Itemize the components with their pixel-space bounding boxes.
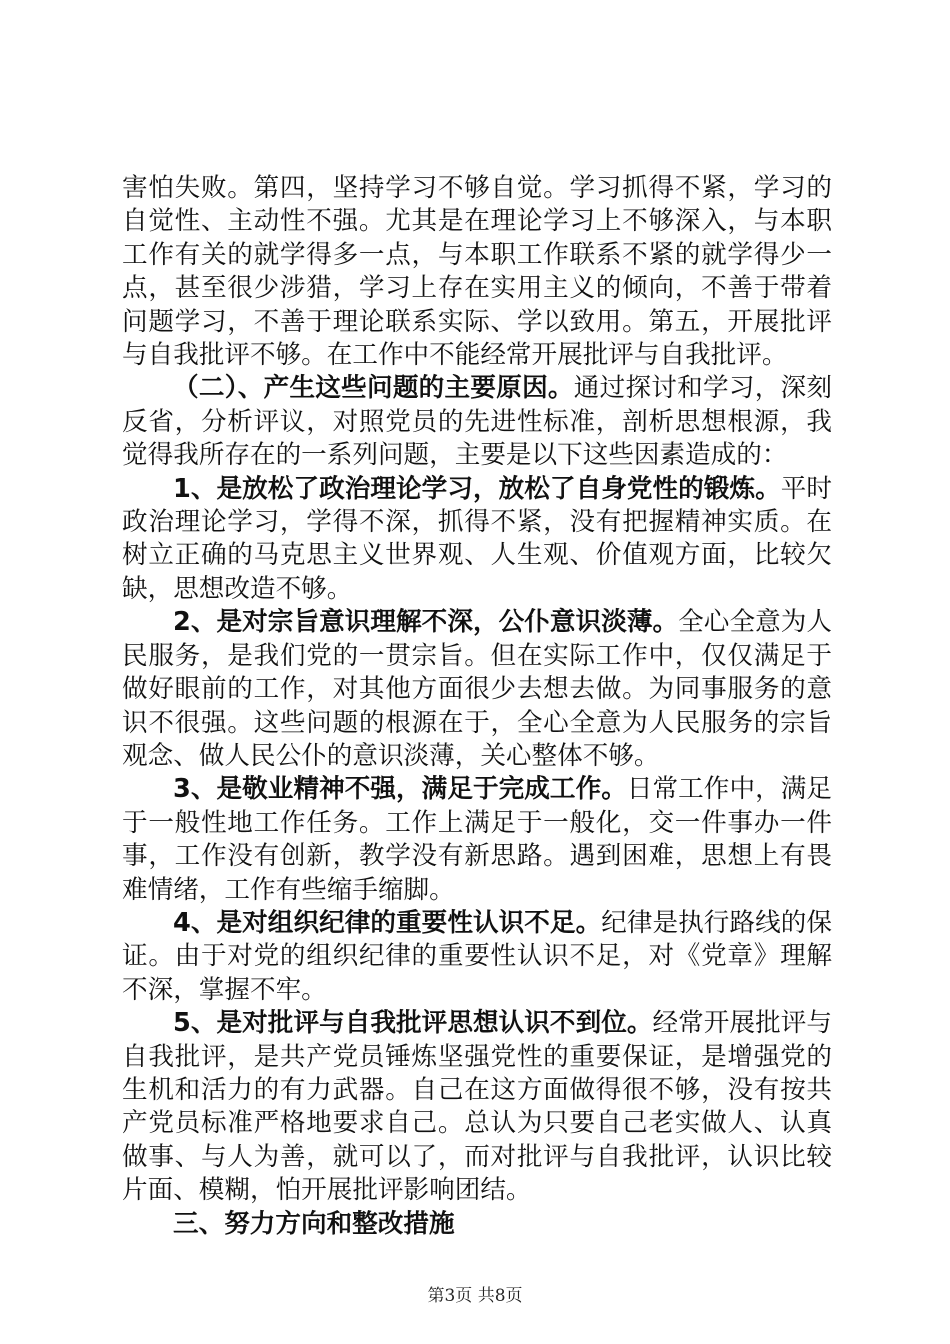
paragraph-text: 日常工作中，满足于一般性地工作任务。工作上满足于一般化，交一件事办一件事，工作没有创新，教学没有新思路。遇到困难，思想上有畏难情绪，工作有些缩手缩脚。 [122,774,832,905]
paragraph-lead: 3、是敬业精神不强，满足于完成工作。 [173,774,627,805]
paragraph-text: 通过探讨和学习，深刻反省，分析评议，对照党员的先进性标准，剖析思想根源，我觉得我所存在的一系列问题，主要是以下这些因素造成的： [122,373,832,471]
document-body [122,172,832,1241]
paragraph-lead: 1、是放松了政治理论学习，放松了自身党性的锻炼。 [173,473,781,504]
paragraph-text: 平时政治理论学习，学得不深，抓得不紧，没有把握精神实质。在树立正确的马克思主义世界观、人生观、价值观方面，比较欠缺，思想改造不够。 [122,473,832,604]
paragraph-cause-2 [122,606,832,773]
paragraph-causes-intro [122,372,832,472]
paragraph-cause-5 [122,1007,832,1207]
section-heading [122,1208,832,1241]
paragraph-text: 纪律是执行路线的保证。由于对党的组织纪律的重要性认识不足，对《党章》理解不深，掌握不牢。 [122,907,832,1005]
paragraph-cause-3 [122,773,832,907]
page-number-footer: 第3页 共8页 [427,1286,523,1306]
paragraph-cause-4 [122,907,832,1007]
paragraph-cause-1 [122,473,832,607]
section-heading-text: 三、努力方向和整改措施 [173,1208,455,1239]
paragraph-lead: 5、是对批评与自我批评思想认识不到位。 [173,1008,653,1039]
paragraph-continuation [122,172,832,372]
paragraph-lead: 2、是对宗旨意识理解不深，公仆意识淡薄。 [173,607,679,638]
paragraph-lead: （二）、产生这些问题的主要原因。 [173,373,574,404]
paragraph-text: 全心全意为人民服务，是我们党的一贯宗旨。但在实际工作中，仅仅满足于做好眼前的工作，对其他方面很少去想去做。为同事服务的意识不很强。这些问题的根源在于，全心全意为人民服务的宗旨观念、做人民公仆的意识淡薄，关心整体不够。 [122,607,832,771]
paragraph-lead: 4、是对组织纪律的重要性认识不足。 [173,907,602,938]
paragraph-text: 害怕失败。第四，坚持学习不够自觉。学习抓得不紧，学习的自觉性、主动性不强。尤其是在理论学习上不够深入，与本职工作有关的就学得多一点，与本职工作联系不紧的就学得少一点，甚至很少涉猎，学习上存在实用主义的倾向，不善于带着问题学习，不善于理论联系实际、学以致用。第五，开展批评与自我批评不够。在工作中不能经常开展批评与自我批评。 [122,173,832,371]
paragraph-text: 经常开展批评与自我批评，是共产党员锤炼坚强党性的重要保证，是增强党的生机和活力的有力武器。自己在这方面做得很不够，没有按共产党员标准严格地要求自己。总认为只要自己老实做人、认真做事、与人为善，就可以了，而对批评与自我批评，认识比较片面、模糊，怕开展批评影响团结。 [122,1008,832,1206]
